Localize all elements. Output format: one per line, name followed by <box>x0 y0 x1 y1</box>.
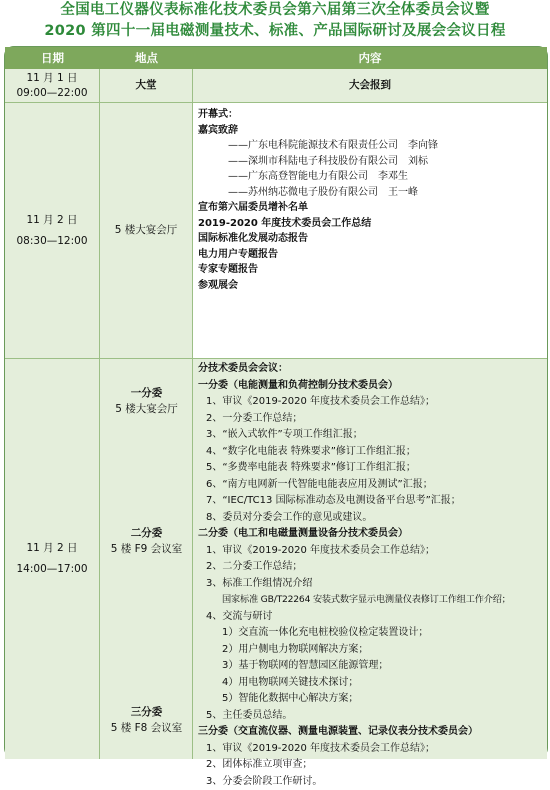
subcommittee-2 <box>100 525 193 557</box>
subcommittee-3 <box>100 704 193 736</box>
agenda-line: 7、“IEC/TC13 国际标准动态及电测设备平台思考”汇报； <box>198 493 543 510</box>
subcommittee-name: 一分委 <box>100 385 193 401</box>
date-text: 11 月 1 日 <box>26 71 77 86</box>
table-row <box>5 359 547 759</box>
date-text: 11 月 2 日 <box>26 541 77 556</box>
place-text: 5 楼大宴会厅 <box>115 223 178 238</box>
header-date: 日期 <box>5 47 100 69</box>
agenda-line: 2、一分委工作总结； <box>198 411 543 428</box>
agenda-line: 4、交流与研讨 <box>198 609 543 626</box>
content-lines <box>198 107 543 293</box>
agenda-line: ——广东电科院能源技术有限责任公司 李向锋 <box>198 138 543 154</box>
agenda-line: 一分委（电能测量和负荷控制分技术委员会） <box>198 378 543 395</box>
title-line-2: 2020 第四十一届电磁测量技术、标准、产品国际研讨及展会会议日程 <box>0 21 550 42</box>
agenda-line: 1、审议《2019-2020 年度技术委员会工作总结》； <box>198 394 543 411</box>
place-cell <box>100 69 193 103</box>
date-cell <box>5 69 100 103</box>
agenda-line: 2019-2020 年度技术委员会工作总结 <box>198 216 543 232</box>
place-text: 大堂 <box>136 78 157 93</box>
content-cell <box>193 103 547 359</box>
date-text: 11 月 2 日 <box>26 213 77 228</box>
agenda-line: 4、“数字化电能表 特殊要求”修订工作组汇报； <box>198 444 543 461</box>
agenda-line: ——广东高登智能电力有限公司 李邓生 <box>198 169 543 185</box>
agenda-line: 1）交直流一体化充电桩校验仪检定装置设计； <box>198 625 543 642</box>
agenda-line: 2、团体标准立项审查； <box>198 757 543 774</box>
table-row <box>5 103 547 359</box>
agenda-line: 8、委员对分委会工作的意见或建议。 <box>198 510 543 527</box>
header-place: 地点 <box>100 47 193 69</box>
agenda-line: 3、分委会阶段工作研讨。 <box>198 774 543 790</box>
place-cell <box>100 359 193 759</box>
subcommittee-room: 5 楼 F9 会议室 <box>100 541 193 557</box>
table-row <box>5 69 547 103</box>
agenda-line: 分技术委员会会议： <box>198 361 543 378</box>
schedule-table <box>4 46 548 758</box>
subcommittee-room: 5 楼 F8 会议室 <box>100 720 193 736</box>
agenda-line: 2）用户侧电力物联网解决方案； <box>198 642 543 659</box>
title-line-1: 全国电工仪器仪表标准化技术委员会第六届第三次全体委员会议暨 <box>0 0 550 21</box>
agenda-line: 参观展会 <box>198 278 543 294</box>
agenda-line: 3、“嵌入式软件”专项工作组汇报； <box>198 427 543 444</box>
agenda-line: 三分委（交直流仪器、测量电源装置、记录仪表分技术委员会） <box>198 724 543 741</box>
content-lines <box>198 361 543 790</box>
content-cell <box>193 69 547 103</box>
agenda-line: ——深圳市科陆电子科技股份有限公司 刘标 <box>198 154 543 170</box>
agenda-line: 3、标准工作组情况介绍 <box>198 576 543 593</box>
date-cell <box>5 103 100 359</box>
agenda-line: 国际标准化发展动态报告 <box>198 231 543 247</box>
agenda-line: 2、二分委工作总结； <box>198 559 543 576</box>
time-text: 14:00—17:00 <box>16 562 87 577</box>
agenda-line: 3）基于物联网的智慧园区能源管理； <box>198 658 543 675</box>
agenda-line: 专家专题报告 <box>198 262 543 278</box>
agenda-line: 国家标准 GB/T22264 安装式数字显示电测量仪表修订工作组工作介绍； <box>198 592 543 609</box>
agenda-line: 1、审议《2019-2020 年度技术委员会工作总结》； <box>198 543 543 560</box>
subcommittee-name: 二分委 <box>100 525 193 541</box>
header-content: 内容 <box>193 47 547 69</box>
page-title <box>0 0 550 42</box>
content-cell <box>193 359 547 759</box>
agenda-line: 6、“南方电网新一代智能电能表应用及测试”汇报； <box>198 477 543 494</box>
agenda-line: 5、主任委员总结。 <box>198 708 543 725</box>
subcommittee-room: 5 楼大宴会厅 <box>100 401 193 417</box>
agenda-line: 二分委（电工和电磁量测量设备分技术委员会） <box>198 526 543 543</box>
time-text: 08:30—12:00 <box>16 234 87 249</box>
time-text: 09:00—22:00 <box>16 86 87 101</box>
table-header <box>5 47 547 69</box>
agenda-line: 开幕式： <box>198 107 543 123</box>
agenda-line: 5）智能化数据中心解决方案； <box>198 691 543 708</box>
place-cell <box>100 103 193 359</box>
date-cell <box>5 359 100 759</box>
subcommittee-name: 三分委 <box>100 704 193 720</box>
agenda-line: 1、审议《2019-2020 年度技术委员会工作总结》； <box>198 741 543 758</box>
agenda-line: ——苏州纳芯微电子股份有限公司 王一峰 <box>198 185 543 201</box>
agenda-line: 4）用电物联网关键技术探讨； <box>198 675 543 692</box>
agenda-line: 宣布第六届委员增补名单 <box>198 200 543 216</box>
agenda-line: 电力用户专题报告 <box>198 247 543 263</box>
subcommittee-1 <box>100 385 193 417</box>
content-text: 大会报到 <box>349 78 391 93</box>
agenda-line: 5、“多费率电能表 特殊要求”修订工作组汇报； <box>198 460 543 477</box>
agenda-line: 嘉宾致辞 <box>198 123 543 139</box>
